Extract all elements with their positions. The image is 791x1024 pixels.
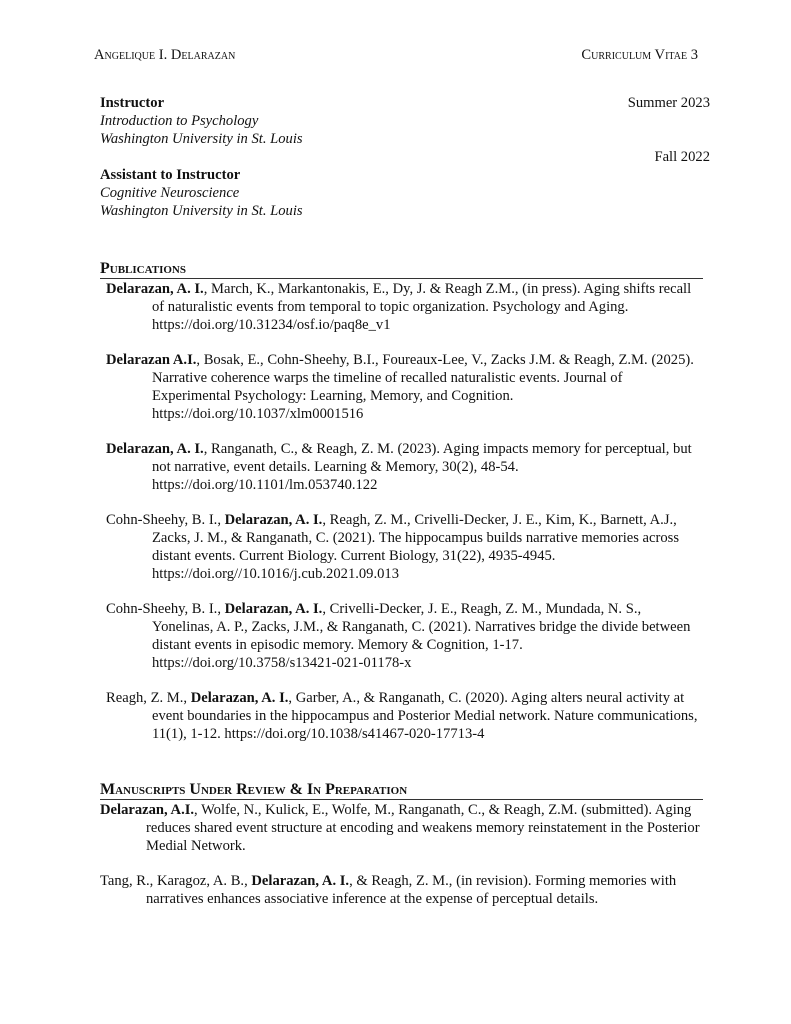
header-page-label: Curriculum Vitae 3 xyxy=(581,47,698,63)
publication-list xyxy=(106,280,698,760)
teaching-course: Cognitive Neuroscience xyxy=(100,185,240,201)
teaching-institution: Washington University in St. Louis xyxy=(100,203,303,219)
manuscript-list xyxy=(100,801,703,925)
teaching-date: Fall 2022 xyxy=(654,149,710,165)
teaching-role: Assistant to Instructor xyxy=(100,167,241,183)
publication-entry: Cohn-Sheehy, B. I., Delarazan, A. I., Crivelli-Decker, J. E., Reagh, Z. M., Mundada, N. S., Yonelinas, A. P., Zacks, J.M., & Ranganath, C. (2021). Narratives bridge the divide between distant events in episodic memory. Memory & Cognition, 1-17. https://doi.org/10.3758/s13421-021-01178-x xyxy=(106,601,691,671)
publication-entry: Reagh, Z. M., Delarazan, A. I., Garber, A., & Ranganath, C. (2020). Aging alters neural activity at event boundaries in the hippocampus and Posterior Medial network. Nature communications, 11(1), 1-12. https://doi.org/10.1038/s41467-020-17713-4 xyxy=(106,690,698,742)
teaching-entry xyxy=(100,94,710,148)
manuscript-entry: Tang, R., Karagoz, A. B., Delarazan, A. I., & Reagh, Z. M., (in revision). Forming memories with narratives enhances associative inference at the expense of perceptual details. xyxy=(100,873,677,907)
section-heading-publications: Publications xyxy=(100,260,703,279)
teaching-course: Introduction to Psychology xyxy=(100,113,259,129)
teaching-role: Instructor xyxy=(100,95,165,111)
header-name: Angelique I. Delarazan xyxy=(94,47,236,63)
teaching-institution: Washington University in St. Louis xyxy=(100,131,303,147)
publication-entry: Cohn-Sheehy, B. I., Delarazan, A. I., Reagh, Z. M., Crivelli-Decker, J. E., Kim, K., Barnett, A.J., Zacks, J. M., & Ranganath, C. (2021). The hippocampus builds narrative memories across distant events. Current Biology. Current Biology, 31(22), 4935-4945. https://doi.org//10.1016/j.cub.2021.09.013 xyxy=(106,512,680,582)
publication-entry: Delarazan A.I., Bosak, E., Cohn-Sheehy, B.I., Foureaux-Lee, V., Zacks J.M. & Reagh, Z.M. (2025). Narrative coherence warps the timeline of recalled naturalistic events. Journal of Experimental Psychology: Learning, Memory, and Cognition. https://doi.org/10.1037/xlm0001516 xyxy=(106,352,694,422)
teaching-date: Summer 2023 xyxy=(627,95,710,111)
publication-entry: Delarazan, A. I., Ranganath, C., & Reagh, Z. M. (2023). Aging impacts memory for perceptual, but not narrative, event details. Learning & Memory, 30(2), 48-54. https://doi.org/10.1101/lm.053740.122 xyxy=(106,441,692,493)
publication-entry: Delarazan, A. I., March, K., Markantonakis, E., Dy, J. & Reagh Z.M., (in press). Aging shifts recall of naturalistic events from temporal to topic organization. Psychology and Aging. https://doi.org/10.31234/osf.io/paq8e_v1 xyxy=(106,281,692,333)
section-heading-manuscripts: Manuscripts Under Review & In Preparation xyxy=(100,781,703,800)
manuscript-entry: Delarazan, A.I., Wolfe, N., Kulick, E., Wolfe, M., Ranganath, C., & Reagh, Z.M. (submitted). Aging reduces shared event structure at encoding and weakens memory reinstatement in the Posterior Medial Network. xyxy=(100,802,700,854)
teaching-entry xyxy=(100,148,710,220)
running-header xyxy=(94,46,698,64)
